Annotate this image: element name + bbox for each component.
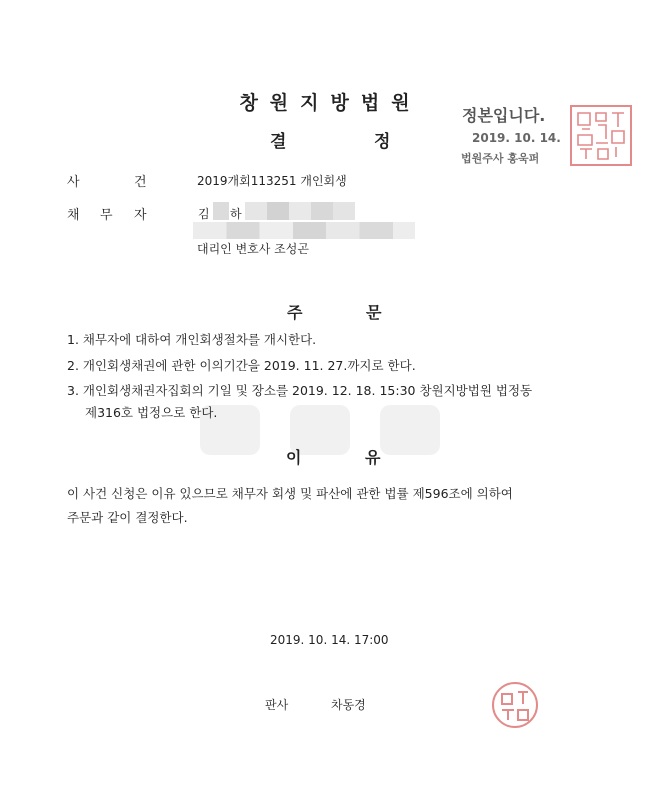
order-item: 1. 채무자에 대하여 개인회생절차를 개시한다. bbox=[67, 332, 317, 347]
debtor-label-char-3: 자 bbox=[134, 208, 147, 223]
watermark-graphic bbox=[200, 395, 440, 465]
court-name: 창원지방법원 bbox=[239, 92, 422, 114]
order-item-continuation: 제316호 법정으로 한다. bbox=[85, 405, 218, 420]
document-type-char-1: 결 bbox=[270, 132, 287, 152]
case-label-char-2: 건 bbox=[134, 175, 147, 190]
redaction-block bbox=[193, 222, 415, 239]
debtor-name-char-1: 김 bbox=[198, 207, 210, 221]
order-item: 3. 개인회생채권자집회의 기일 및 장소를 2019. 12. 18. 15:30 창원지방법원 법정동 bbox=[67, 383, 533, 398]
judge-seal-stamp bbox=[490, 680, 540, 730]
certification-clerk: 법원주사 홍욱퍼 bbox=[461, 152, 540, 165]
debtor-name-char-2: 하 bbox=[230, 207, 242, 221]
judge-label: 판사 bbox=[265, 698, 289, 712]
case-label-char-1: 사 bbox=[67, 175, 80, 190]
order-item: 2. 개인회생채권에 관한 이의기간을 2019. 11. 27.까지로 한다. bbox=[67, 358, 416, 373]
debtor-label-char-2: 무 bbox=[100, 208, 113, 223]
debtor-label-char-1: 채 bbox=[67, 208, 80, 223]
court-seal-stamp bbox=[570, 105, 632, 166]
case-number: 2019개회113251 개인회생 bbox=[197, 174, 347, 188]
reason-text-line: 주문과 같이 결정한다. bbox=[67, 510, 188, 525]
reason-heading-char-2: 유 bbox=[365, 448, 381, 467]
redaction-block bbox=[245, 202, 355, 220]
order-heading-char-2: 문 bbox=[366, 303, 382, 322]
legal-agent: 대리인 변호사 조성곤 bbox=[197, 242, 309, 256]
certification-text: 정본입니다. bbox=[462, 106, 546, 125]
reason-text-line: 이 사건 신청은 이유 있으므로 채무자 회생 및 파산에 관한 법률 제596조에 의하여 bbox=[67, 486, 513, 501]
document-type-char-2: 정 bbox=[374, 132, 391, 152]
reason-heading-char-1: 이 bbox=[286, 448, 302, 467]
order-heading-char-1: 주 bbox=[287, 303, 303, 322]
certification-date: 2019. 10. 14. bbox=[472, 131, 561, 145]
decision-datetime: 2019. 10. 14. 17:00 bbox=[270, 633, 389, 647]
judge-name: 차동경 bbox=[331, 698, 366, 712]
redaction-block bbox=[213, 202, 229, 220]
